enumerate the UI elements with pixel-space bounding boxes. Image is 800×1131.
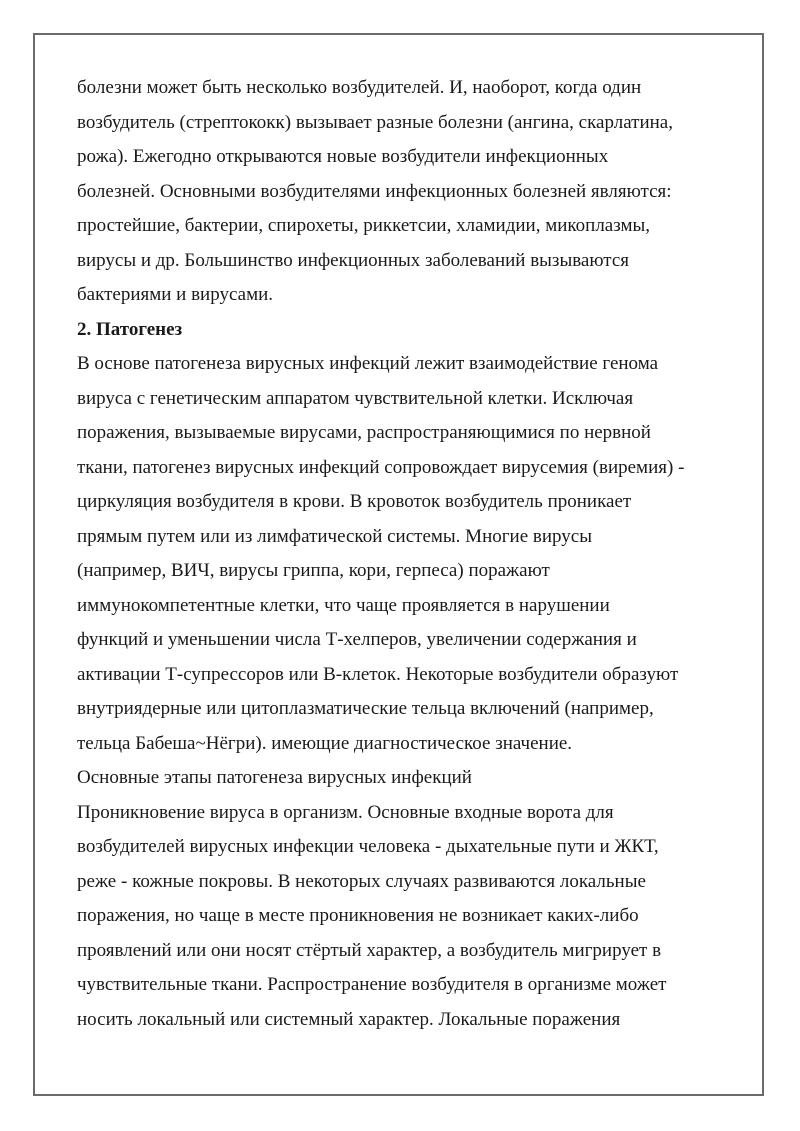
text-line: проявлений или они носят стёртый характер, а возбудитель мигрирует в — [77, 939, 662, 961]
text-line: тельца Бабеша~Нёгри). имеющие диагностическое значение. — [77, 732, 573, 754]
text-line: циркуляция возбудителя в крови. В кровоток возбудитель проникает — [77, 491, 632, 512]
text-line: поражения, вызываемые вирусами, распространяющимися по нервной — [77, 422, 651, 443]
text-line: бактериями и вирусами. — [77, 284, 274, 305]
section-heading: 2. Патогенез — [77, 318, 183, 340]
text-line: реже - кожные покровы. В некоторых случаях развиваются локальные — [77, 870, 646, 892]
text-line: болезни может быть несколько возбудителей. И, наоборот, когда один — [77, 77, 642, 98]
document-body — [77, 71, 737, 1037]
text-line: поражения, но чаще в месте проникновения не возникает каких-либо — [77, 905, 639, 926]
text-line: болезней. Основными возбудителями инфекционных болезней являются: — [77, 180, 672, 202]
text-line: внутриядерные или цитоплазматические тельца включений (например, — [77, 698, 654, 719]
text-line: простейшие, бактерии, спирохеты, риккетсии, хламидии, микоплазмы, — [77, 215, 651, 236]
text-line: Основные этапы патогенеза вирусных инфекций — [77, 767, 472, 788]
text-line: ткани, патогенез вирусных инфекций сопровождает вирусемия (виремия) - — [77, 456, 685, 478]
text-line: (например, ВИЧ, вирусы гриппа, кори, герпеса) поражают — [77, 560, 550, 581]
text-line: активации Т-супрессоров или В-клеток. Некоторые возбудители образуют — [77, 663, 679, 685]
text-line: чувствительные ткани. Распространение возбудителя в организме может — [77, 974, 667, 995]
text-line: возбудитель (стрептококк) вызывает разные болезни (ангина, скарлатина, — [77, 111, 673, 133]
text-line: носить локальный или системный характер. Локальные поражения — [77, 1008, 621, 1030]
text-line: иммунокомпетентные клетки, что чаще проявляется в нарушении — [77, 594, 610, 616]
text-line: вирусы и др. Большинство инфекционных заболеваний вызываются — [77, 249, 630, 271]
text-line: возбудителей вирусных инфекции человека - дыхательные пути и ЖКТ, — [77, 836, 659, 857]
text-line: рожа). Ежегодно открываются новые возбудители инфекционных — [77, 146, 609, 167]
text-line: вируса с генетическим аппаратом чувствительной клетки. Исключая — [77, 387, 634, 409]
text-line: функций и уменьшении числа Т-хелперов, увеличении содержания и — [77, 629, 637, 650]
text-line: прямым путем или из лимфатической системы. Многие вирусы — [77, 525, 592, 547]
text-line: В основе патогенеза вирусных инфекций лежит взаимодействие генома — [77, 353, 659, 374]
text-line: Проникновение вируса в организм. Основные входные ворота для — [77, 801, 614, 823]
